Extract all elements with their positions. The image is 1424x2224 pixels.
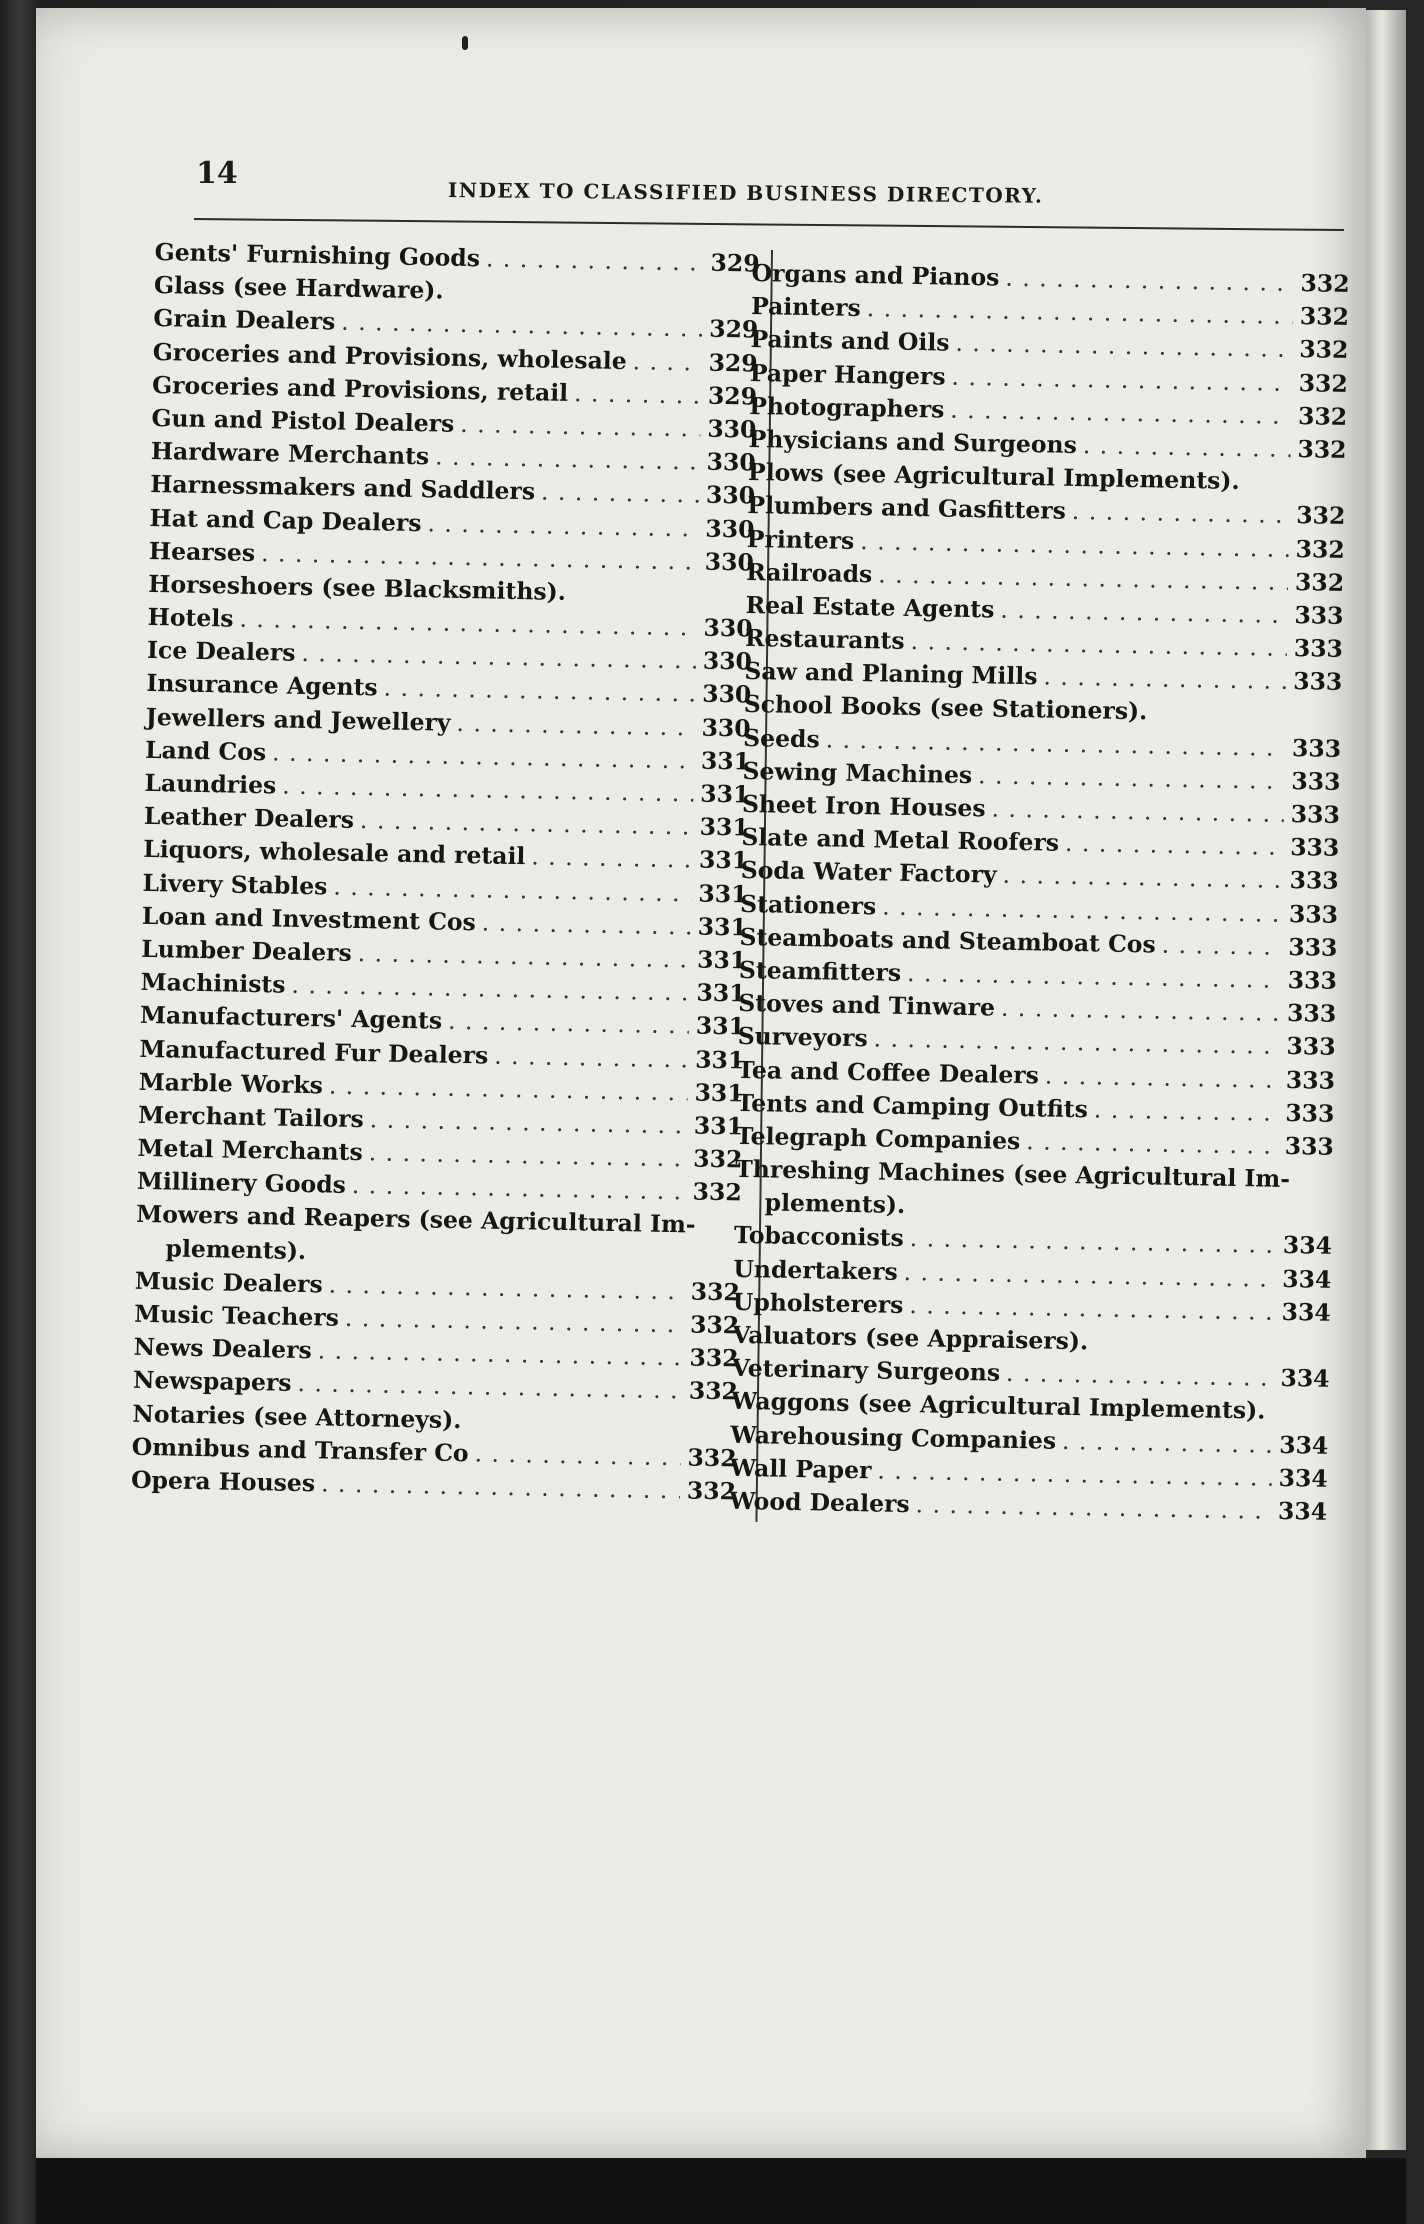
bottom-shadow	[36, 2158, 1406, 2224]
entry-name: Merchant Tailors	[137, 1100, 365, 1134]
entry-name: Notaries (see Attorneys).	[132, 1399, 462, 1434]
entry-page-number: 334	[1277, 1496, 1328, 1526]
entry-name: Railroads	[745, 557, 873, 588]
entry-name: Music Dealers	[134, 1266, 323, 1299]
entry-name: Newspapers	[132, 1366, 292, 1398]
dot-leader	[435, 441, 700, 479]
dot-leader	[1065, 827, 1284, 864]
entry-name: Machinists	[140, 967, 286, 999]
index-list-left	[131, 236, 760, 1509]
entry-page-number: 334	[1279, 1430, 1329, 1460]
dot-leader	[1083, 429, 1291, 466]
dot-leader	[449, 299, 702, 304]
entry-name: Telegraph Companies	[735, 1121, 1021, 1155]
entry-page-number: 332	[1297, 434, 1347, 464]
entry-name: Groceries and Provisions, retail	[151, 370, 569, 407]
entry-name: Sheet Iron Houses	[741, 789, 986, 823]
entry-page-number: 331	[695, 1011, 746, 1041]
entry-name: Horseshoers (see Blacksmiths).	[148, 569, 567, 606]
dot-leader	[1006, 1357, 1274, 1395]
dot-leader	[1161, 928, 1281, 963]
entry-name: Manufactured Fur Dealers	[139, 1034, 489, 1070]
entry-name: Threshing Machines (see Agricultural Im-	[735, 1154, 1291, 1194]
entry-name: Millinery Goods	[136, 1167, 347, 1200]
entry-name: Valuators (see Appraisers).	[731, 1320, 1089, 1356]
entry-name: Insurance Agents	[146, 669, 378, 702]
entry-page-number: 334	[1280, 1364, 1330, 1393]
entry-page-number: 332	[1297, 401, 1348, 431]
dot-leader	[1001, 992, 1281, 1030]
entry-page-number: 331	[696, 945, 747, 975]
running-head: INDEX TO CLASSIFIED BUSINESS DIRECTORY.	[447, 178, 1044, 208]
index-column-left	[131, 236, 760, 1509]
entry-name: Manufacturers' Agents	[139, 1001, 443, 1035]
entry-name: Land Cos	[144, 735, 267, 767]
entry-page-number: 332	[692, 1177, 743, 1207]
entry-name: Waggons (see Agricultural Implements).	[730, 1387, 1266, 1425]
entry-name: News Dealers	[133, 1332, 313, 1365]
dot-leader	[1000, 593, 1288, 631]
entry-name: Marble Works	[138, 1067, 324, 1100]
dot-leader	[1002, 859, 1283, 897]
dot-leader	[911, 1213, 1276, 1220]
entry-page-number: 330	[701, 713, 751, 743]
entry-page-number: 333	[1293, 634, 1344, 663]
entry-name: Real Estate Agents	[745, 590, 995, 624]
entry-page-number	[1280, 1353, 1330, 1354]
entry-page-number: 332	[1294, 567, 1345, 597]
entry-page-number: 330	[701, 680, 752, 709]
entry-page-number: 332	[1295, 534, 1345, 564]
dot-leader	[448, 1005, 689, 1043]
entry-page-number: 330	[707, 414, 757, 444]
entry-page-number: 332	[1299, 302, 1350, 332]
entry-name: Warehousing Companies	[730, 1420, 1057, 1455]
entry-name: Liquors, wholesale and retail	[142, 835, 526, 871]
entry-name: Laundries	[144, 768, 277, 800]
entry-name: Seeds	[742, 723, 820, 753]
dot-leader	[1246, 489, 1290, 490]
entry-name: Hat and Cap Dealers	[149, 503, 422, 537]
entry-page-number: 333	[1289, 866, 1339, 896]
entry-name: plements).	[764, 1188, 906, 1220]
entry-name: Metal Merchants	[137, 1133, 364, 1167]
entry-page-number: 332	[693, 1144, 743, 1174]
index-column-right	[729, 257, 1350, 1529]
entry-page-number: 334	[1282, 1231, 1333, 1261]
entry-name: Tobacconists	[733, 1221, 905, 1253]
dot-leader	[456, 707, 695, 745]
entry-page-number: 333	[1291, 766, 1341, 796]
dot-leader	[460, 408, 701, 446]
entry-page-number: 333	[1292, 667, 1343, 697]
entry-page-number: 334	[1278, 1463, 1328, 1493]
entry-name: Livery Stables	[142, 868, 328, 900]
entry-name: Hardware Merchants	[150, 437, 430, 471]
entry-page-number: 334	[1281, 1297, 1332, 1327]
entry-name: Steamfitters	[738, 955, 902, 987]
entry-page-number: 331	[700, 779, 750, 809]
entry-name: Slate and Metal Roofers	[741, 823, 1060, 857]
dot-leader	[1045, 1059, 1280, 1096]
entry-name: Painters	[750, 292, 862, 323]
entry-page-number: 332	[1298, 368, 1349, 398]
dot-leader	[1062, 1424, 1273, 1461]
entry-name: Undertakers	[733, 1254, 898, 1286]
dot-leader	[541, 476, 700, 512]
entry-page-number: 333	[1284, 1131, 1335, 1161]
entry-name: Wall Paper	[729, 1453, 872, 1485]
entry-page-number	[1296, 490, 1346, 491]
page-number: 14	[196, 156, 238, 191]
entry-name: Grain Dealers	[153, 304, 336, 336]
entry-page-number	[1282, 1220, 1332, 1221]
entry-page-number: 329	[708, 315, 759, 344]
dot-leader	[572, 600, 697, 602]
entry-name: Music Teachers	[134, 1299, 340, 1332]
dot-leader	[1026, 1125, 1278, 1163]
entry-name: Organs and Pianos	[751, 258, 1000, 292]
entry-name: Paints and Oils	[750, 325, 950, 358]
dot-leader	[915, 1488, 1271, 1528]
entry-page-number: 333	[1286, 999, 1337, 1028]
dot-leader	[481, 906, 691, 943]
entry-name: Tents and Camping Outfits	[736, 1088, 1089, 1123]
dot-leader	[1072, 495, 1290, 532]
dot-leader	[1153, 720, 1285, 722]
entry-name: Stoves and Tinware	[738, 989, 996, 1022]
entry-name: Gents' Furnishing Goods	[154, 237, 481, 273]
dot-leader	[494, 1039, 689, 1076]
dot-leader	[321, 1467, 681, 1507]
entry-page-number: 330	[705, 480, 756, 510]
entry-name: Leather Dealers	[143, 802, 355, 835]
entry-page-number: 331	[698, 845, 749, 875]
entry-name: Steamboats and Steamboat Cos	[739, 922, 1156, 959]
entry-page-number: 331	[700, 746, 751, 776]
entry-name: Stationers	[739, 889, 877, 920]
dot-leader	[1094, 1349, 1274, 1352]
entry-name: Loan and Investment Cos	[141, 901, 477, 937]
entry-page-number: 332	[688, 1376, 739, 1406]
entry-page-number: 332	[1300, 269, 1350, 298]
dot-leader	[632, 345, 702, 380]
entry-page-number: 333	[1288, 932, 1338, 962]
entry-page-number: 333	[1289, 833, 1340, 863]
entry-name: Wood Dealers	[728, 1486, 910, 1519]
entry-name: Soda Water Factory	[740, 856, 997, 889]
entry-page-number: 332	[687, 1443, 737, 1473]
entry-page-number: 333	[1285, 1065, 1336, 1095]
entry-page-number: 330	[704, 547, 755, 577]
entry-page-number: 333	[1291, 733, 1342, 763]
entry-page-number: 332	[686, 1476, 737, 1506]
entry-page-number: 334	[1282, 1264, 1332, 1294]
entry-page-number: 331	[694, 1045, 745, 1074]
entry-name: Veterinary Surgeons	[731, 1354, 1001, 1387]
dot-leader	[1005, 262, 1294, 300]
entry-name: School Books (see Stationers).	[743, 690, 1148, 726]
entry-page-number: 329	[710, 248, 760, 278]
entry-page-number	[1279, 1419, 1329, 1420]
entry-page-number: 330	[706, 447, 757, 477]
entry-page-number: 332	[1296, 501, 1346, 531]
entry-name: Ice Dealers	[146, 636, 296, 668]
dot-leader	[467, 1428, 681, 1432]
entry-name: Jewellers and Jewellery	[145, 702, 451, 737]
entry-name: Printers	[746, 524, 855, 555]
entry-name: Glass (see Hardware).	[153, 271, 444, 305]
entry-name: Photographers	[749, 391, 945, 424]
entry-name: Surveyors	[737, 1022, 868, 1053]
entry-page-number: 333	[1290, 799, 1341, 829]
entry-name: Plows (see Agricultural Implements).	[747, 458, 1240, 496]
entry-page-number: 332	[690, 1277, 741, 1307]
entry-name: Lumber Dealers	[141, 934, 353, 967]
entry-page-number: 331	[696, 978, 746, 1008]
entry-page-number: 331	[694, 1078, 744, 1108]
dot-leader	[474, 1437, 681, 1474]
entry-page-number: 333	[1294, 600, 1344, 630]
entry-page-number: 331	[699, 812, 750, 842]
entry-name: Omnibus and Transfer Co	[131, 1432, 469, 1467]
dot-leader	[427, 507, 699, 545]
entry-name: Paper Hangers	[749, 358, 946, 391]
entry-page-number: 333	[1285, 1098, 1335, 1128]
entry-page-number: 332	[689, 1343, 739, 1373]
entry-page-number: 331	[697, 912, 748, 942]
entry-page-number: 332	[689, 1310, 740, 1340]
entry-page-number	[1292, 722, 1342, 723]
entry-name: Physicians and Surgeons	[748, 424, 1078, 459]
dot-leader	[1043, 661, 1286, 699]
entry-name: Plumbers and Gasfitters	[747, 491, 1067, 526]
dot-leader	[312, 1259, 684, 1266]
dot-leader	[991, 792, 1284, 831]
entry-name: Upholsterers	[732, 1287, 904, 1319]
page-edge	[1366, 10, 1406, 2150]
entry-name: Harnessmakers and Saddlers	[149, 470, 536, 506]
dot-leader	[574, 377, 702, 413]
dot-leader	[486, 242, 704, 279]
entry-page-number: 331	[698, 879, 748, 909]
entry-page-number: 330	[703, 613, 753, 643]
entry-name: Hearses	[148, 536, 256, 567]
entry-page-number: 330	[702, 646, 753, 676]
entry-name: Tea and Coffee Dealers	[736, 1055, 1040, 1089]
dot-leader	[531, 841, 692, 877]
entry-page-number: 333	[1288, 899, 1339, 929]
dot-leader	[1094, 1093, 1279, 1130]
dot-leader	[978, 759, 1285, 798]
entry-page-number: 329	[707, 381, 758, 411]
entry-page-number: 332	[1299, 335, 1349, 365]
entry-name: Groceries and Provisions, wholesale	[152, 337, 627, 375]
entry-name: Gun and Pistol Dealers	[151, 403, 455, 438]
entry-page-number: 331	[693, 1111, 744, 1141]
entry-name: Hotels	[147, 602, 234, 633]
entry-name: Opera Houses	[130, 1465, 316, 1498]
ink-speck	[462, 36, 468, 50]
entry-page-number: 330	[705, 514, 755, 544]
entry-page-number: 333	[1286, 1032, 1336, 1062]
entry-name: Restaurants	[744, 624, 905, 655]
entry-name: Saw and Planing Mills	[744, 657, 1038, 691]
entry-name: Sewing Machines	[742, 756, 973, 789]
entry-page-number: 333	[1287, 965, 1338, 995]
entry-name: plements).	[165, 1234, 307, 1265]
entry-name: Mowers and Reapers (see Agricultural Im-	[135, 1200, 696, 1239]
entry-page-number: 329	[708, 348, 758, 378]
index-list-right	[729, 257, 1350, 1529]
